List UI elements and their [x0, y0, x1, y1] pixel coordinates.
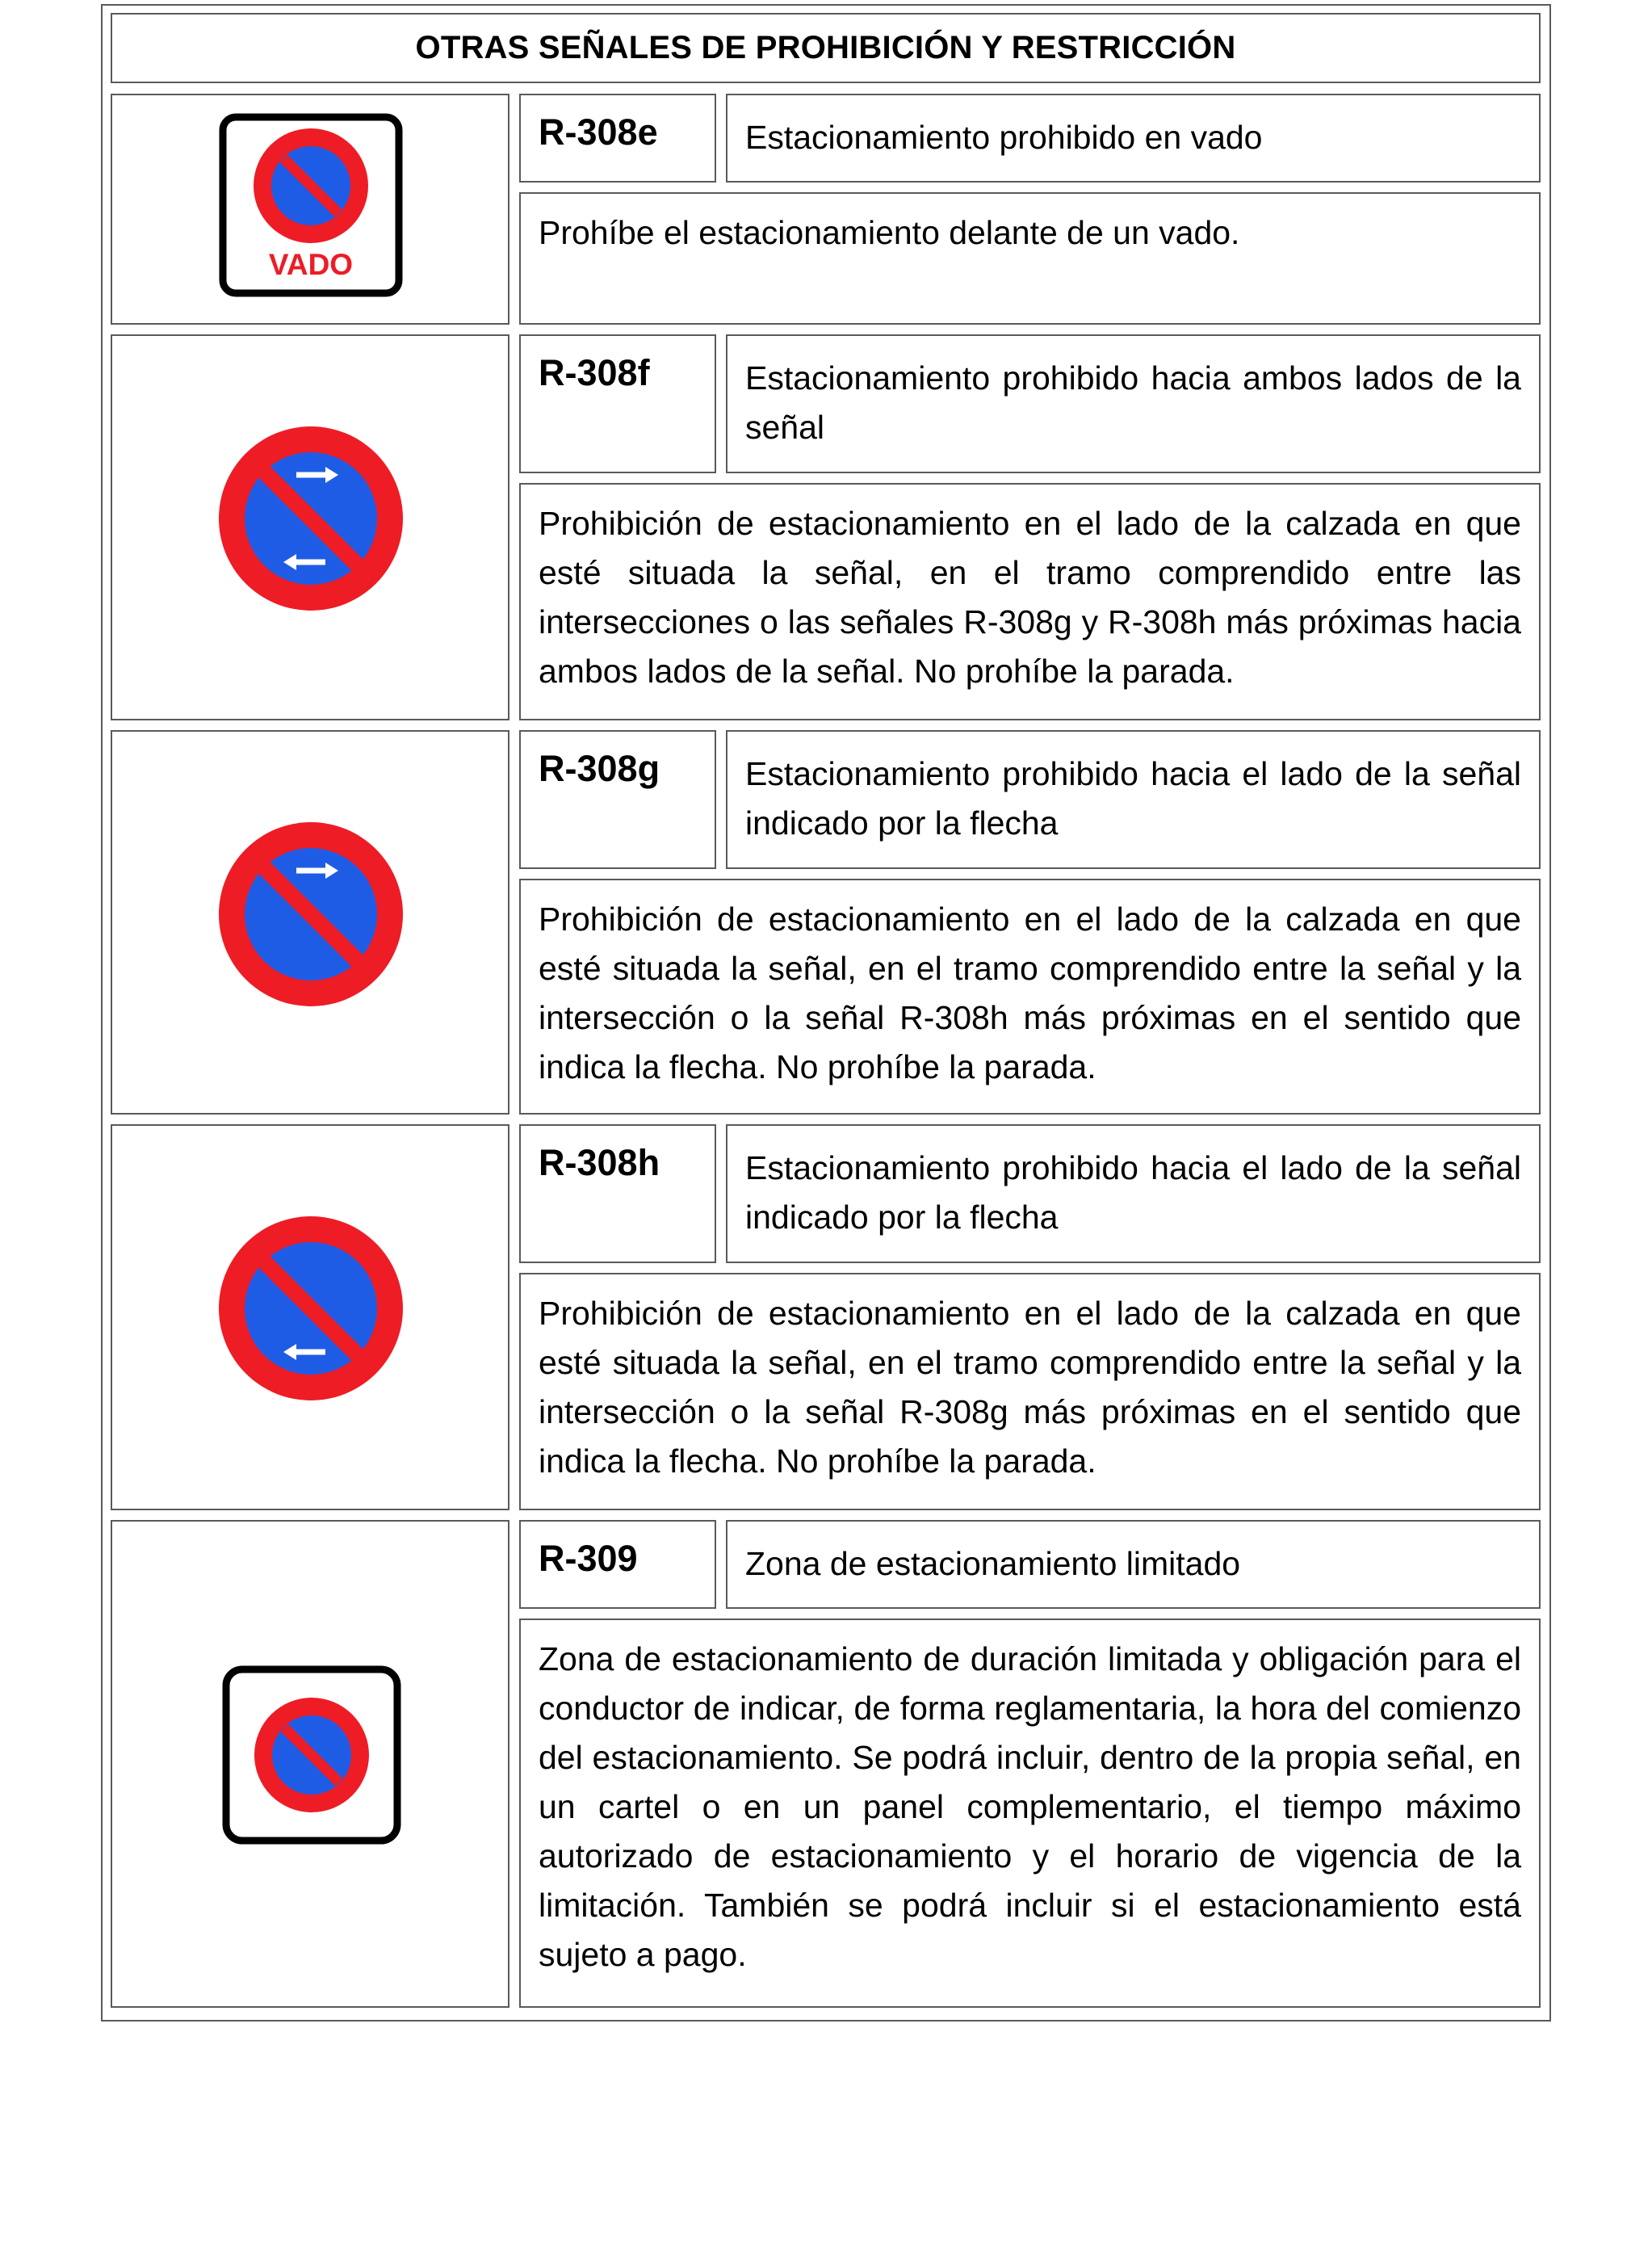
- sign-name-r309: Zona de estacionamiento limitado: [726, 1520, 1541, 1609]
- sign-code-r308g: R-308g: [519, 730, 716, 869]
- no-parking-both-sides-icon: [217, 425, 405, 612]
- no-parking-vado-icon: [219, 113, 403, 297]
- sign-image-cell-r308e: [111, 94, 509, 325]
- sign-name-r308f: Estacionamiento prohibido hacia ambos lados de la señal: [726, 334, 1541, 473]
- sign-image-cell-r308f: [111, 334, 509, 720]
- sign-code-r308h: R-308h: [519, 1124, 716, 1263]
- sign-name-r308g: Estacionamiento prohibido hacia el lado de la señal indicado por la flecha: [726, 730, 1541, 869]
- table-title: OTRAS SEÑALES DE PROHIBICIÓN Y RESTRICCIÓN: [111, 13, 1541, 83]
- sign-description-r308e: Prohíbe el estacionamiento delante de un vado.: [519, 192, 1541, 325]
- sign-image-cell-r308h: [111, 1124, 509, 1510]
- limited-parking-zone-icon: [222, 1665, 401, 1845]
- sign-description-r308f: Prohibición de estacionamiento en el lado de la calzada en que esté situada la señal, en el tramo comprendido entre las intersecciones o las señales R-308g y R-308h más próximas hacia ambos lados de la señal. No prohíbe la parada.: [519, 483, 1541, 720]
- sign-code-r308f: R-308f: [519, 334, 716, 473]
- sign-code-r309: R-309: [519, 1520, 716, 1609]
- sign-description-r308h: Prohibición de estacionamiento en el lado de la calzada en que esté situada la señal, en el tramo comprendido entre la señal y la intersección o la señal R-308g más próximas en el sentido que indica la flecha. No prohíbe la parada.: [519, 1273, 1541, 1510]
- no-parking-right-arrow-icon: [217, 821, 405, 1008]
- sign-name-r308h: Estacionamiento prohibido hacia el lado de la señal indicado por la flecha: [726, 1124, 1541, 1263]
- no-parking-left-arrow-icon: [217, 1215, 405, 1402]
- sign-code-r308e: R-308e: [519, 94, 716, 183]
- svg-text:VADO: VADO: [268, 248, 354, 281]
- sign-description-r309: Zona de estacionamiento de duración limitada y obligación para el conductor de indicar, de forma reglamentaria, la hora del comienzo del estacionamiento. Se podrá incluir, dentro de la propia señal, en un cartel o en un panel complementario, el tiempo máximo autorizado de estacionamiento y el horario de vigencia de la limitación. También se podrá incluir si el estacionamiento está sujeto a pago.: [519, 1619, 1541, 2008]
- sign-image-cell-r309: [111, 1520, 509, 2008]
- sign-image-cell-r308g: [111, 730, 509, 1115]
- sign-name-r308e: Estacionamiento prohibido en vado: [726, 94, 1541, 183]
- sign-description-r308g: Prohibición de estacionamiento en el lado de la calzada en que esté situada la señal, en el tramo comprendido entre la señal y la intersección o la señal R-308h más próximas en el sentido que indica la flecha. No prohíbe la parada.: [519, 879, 1541, 1115]
